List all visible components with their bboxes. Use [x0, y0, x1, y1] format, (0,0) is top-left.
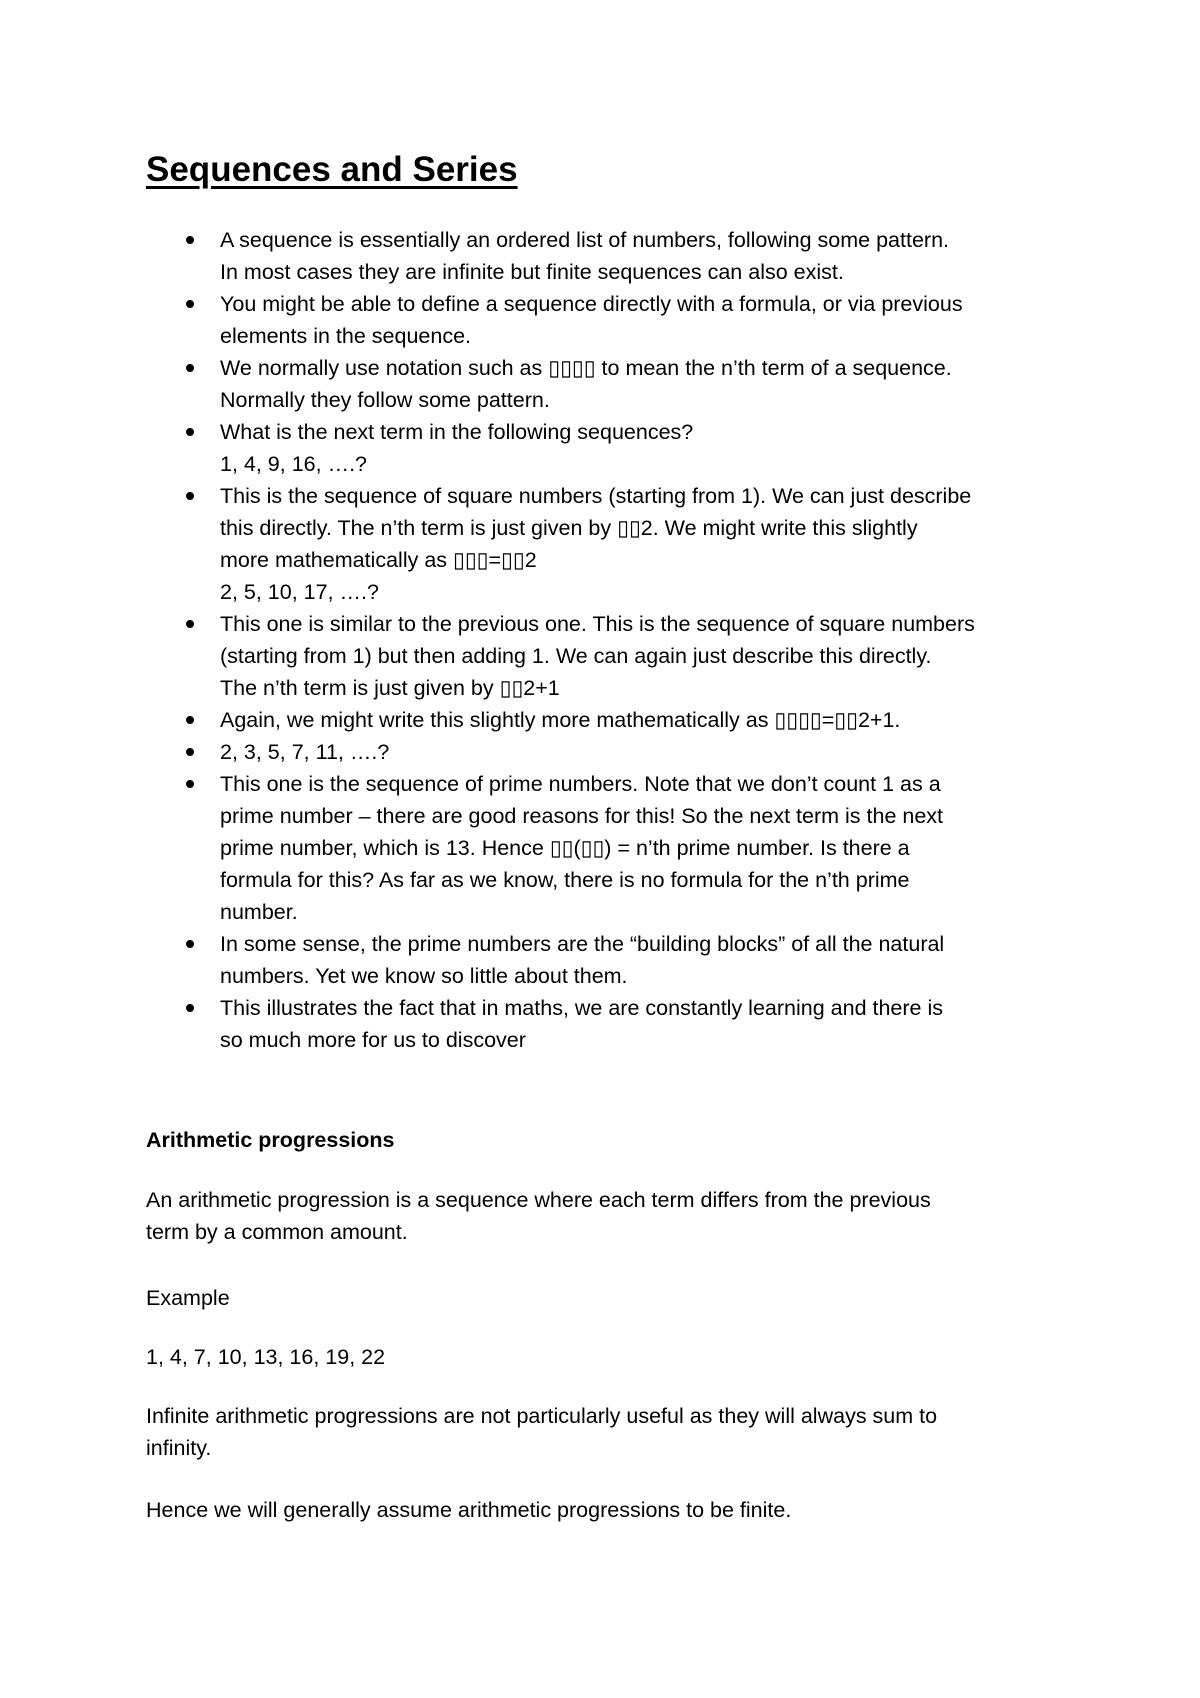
- bullet-dot-icon: [186, 748, 194, 756]
- bullet-text-line: What is the next term in the following sequences?: [220, 420, 694, 444]
- bullet-dot-icon: [186, 300, 194, 308]
- bullet-item: [146, 416, 1076, 480]
- bullet-text-line: prime number, which is 13. Hence ▯▯(▯▯) = n’th prime number. Is there a: [220, 836, 910, 860]
- section-heading: Arithmetic progressions: [146, 1128, 395, 1152]
- example-label-paragraph: [146, 1282, 1076, 1314]
- bullet-text-line: 1, 4, 9, 16, ….?: [220, 452, 368, 476]
- bullet-text-line: prime number – there are good reasons for this! So the next term is the next: [220, 804, 944, 828]
- example-sequence-paragraph: [146, 1341, 1076, 1373]
- bullet-item: [146, 736, 1076, 768]
- bullet-text-line: Normally they follow some pattern.: [220, 388, 550, 412]
- bullet-dot-icon: [186, 940, 194, 948]
- definition-paragraph: [146, 1184, 1076, 1248]
- bullet-text-line: number.: [220, 900, 298, 924]
- infinite-note-paragraph: [146, 1400, 1076, 1464]
- bullet-text-line: 2, 5, 10, 17, ….?: [220, 580, 379, 604]
- bullet-text-line: The n’th term is just given by ▯▯2+1: [220, 676, 560, 700]
- bullet-item: [146, 288, 1076, 352]
- paragraph-line: Infinite arithmetic progressions are not particularly useful as they will always sum to: [146, 1404, 938, 1428]
- bullet-item: [146, 480, 1076, 608]
- bullet-text-line: You might be able to define a sequence directly with a formula, or via previous: [220, 292, 963, 316]
- conclusion-line: Hence we will generally assume arithmetic progressions to be finite.: [146, 1498, 792, 1522]
- bullet-text-line: more mathematically as ▯▯▯=▯▯2: [220, 548, 537, 572]
- bullet-item: [146, 608, 1076, 704]
- bullet-text-line: A sequence is essentially an ordered list of numbers, following some pattern.: [220, 228, 950, 252]
- bullet-text-line: formula for this? As far as we know, there is no formula for the n’th prime: [220, 868, 910, 892]
- example-sequence: 1, 4, 7, 10, 13, 16, 19, 22: [146, 1345, 386, 1369]
- bullet-item: [146, 768, 1076, 928]
- bullet-dot-icon: [186, 1004, 194, 1012]
- paragraph-line: infinity.: [146, 1436, 212, 1460]
- bullet-dot-icon: [186, 780, 194, 788]
- bullet-text-line: We normally use notation such as ▯▯▯▯ to mean the n’th term of a sequence.: [220, 356, 952, 380]
- bullet-text-line: numbers. Yet we know so little about them.: [220, 964, 628, 988]
- page-title: Sequences and Series: [146, 150, 518, 189]
- bullet-text-line: In some sense, the prime numbers are the “building blocks” of all the natural: [220, 932, 945, 956]
- bullet-dot-icon: [186, 620, 194, 628]
- example-label: Example: [146, 1286, 230, 1310]
- bullet-text-line: This is the sequence of square numbers (starting from 1). We can just describe: [220, 484, 972, 508]
- bullet-dot-icon: [186, 364, 194, 372]
- bullet-dot-icon: [186, 428, 194, 436]
- bullet-text-line: Again, we might write this slightly more mathematically as ▯▯▯▯=▯▯2+1.: [220, 708, 901, 732]
- bullet-item: [146, 224, 1076, 288]
- bullet-text-line: In most cases they are infinite but finite sequences can also exist.: [220, 260, 844, 284]
- bullet-text-line: This illustrates the fact that in maths, we are constantly learning and there is: [220, 996, 944, 1020]
- paragraph-line: term by a common amount.: [146, 1220, 408, 1244]
- arithmetic-heading-block: [146, 1124, 1076, 1156]
- bullet-text-line: so much more for us to discover: [220, 1028, 526, 1052]
- bullet-dot-icon: [186, 492, 194, 500]
- conclusion-paragraph: [146, 1494, 1076, 1526]
- bullet-item: [146, 704, 1076, 736]
- bullet-item: [146, 928, 1076, 992]
- bullet-item: [146, 352, 1076, 416]
- bullet-item: [146, 992, 1076, 1056]
- bullet-list: [146, 224, 1076, 1056]
- bullet-dot-icon: [186, 236, 194, 244]
- bullet-text-line: elements in the sequence.: [220, 324, 471, 348]
- bullet-text-line: This one is similar to the previous one. This is the sequence of square numbers: [220, 612, 975, 636]
- bullet-text-line: 2, 3, 5, 7, 11, ….?: [220, 740, 390, 764]
- bullet-text-line: This one is the sequence of prime numbers. Note that we don’t count 1 as a: [220, 772, 941, 796]
- paragraph-line: An arithmetic progression is a sequence where each term differs from the previous: [146, 1188, 931, 1212]
- bullet-dot-icon: [186, 716, 194, 724]
- bullet-text-line: (starting from 1) but then adding 1. We can again just describe this directly.: [220, 644, 932, 668]
- bullet-text-line: this directly. The n’th term is just given by ▯▯2. We might write this slightly: [220, 516, 918, 540]
